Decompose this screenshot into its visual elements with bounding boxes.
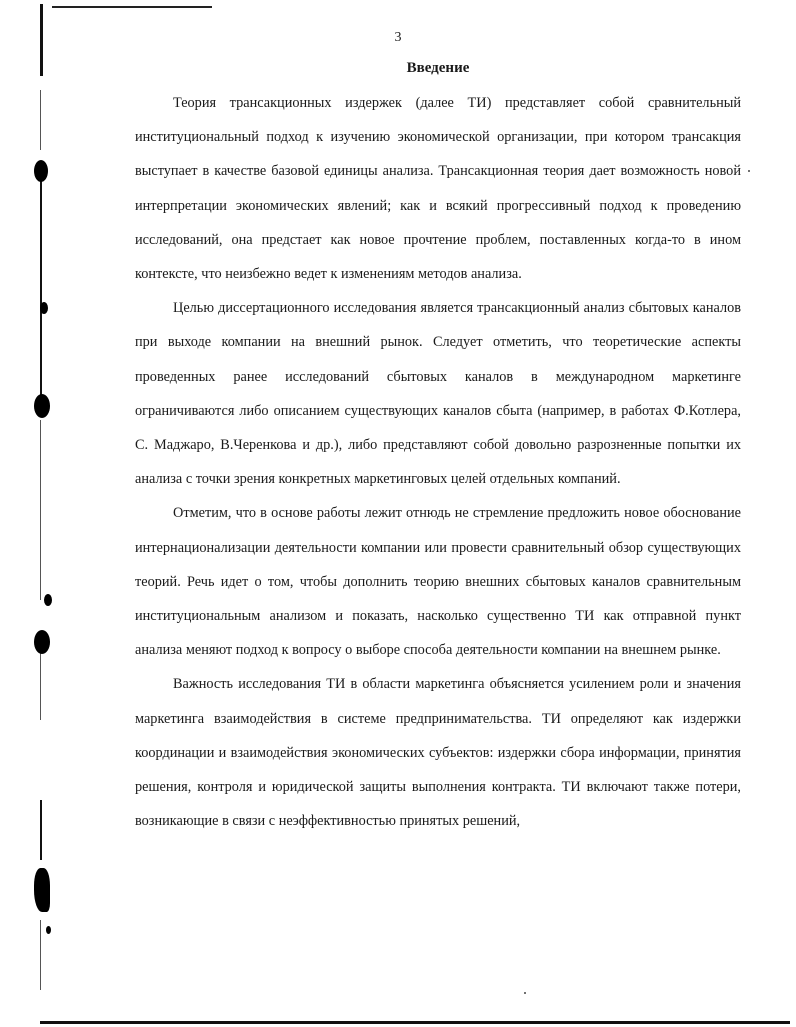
punch-hole-mark — [34, 868, 50, 912]
scan-speck — [748, 170, 750, 172]
scan-margin-line — [40, 920, 41, 990]
paragraph: Целью диссертационного исследования является трансакционный анализ сбытовых каналов при выходе компании на внешний рынок. Следует отметить, что теоретические аспекты проведенных ранее исследований сбытовых каналов в международном маркетинге ограничиваются либо описанием существующих каналов сбыта (например, в работах Ф.Котлера, С. Маджаро, В.Черенкова и др.), либо представляют собой довольно разрозненные попытки их анализа с точки зрения конкретных маркетинговых целей отдельных компаний. — [135, 300, 741, 488]
section-title: Введение — [406, 60, 470, 76]
scan-edge-top — [52, 6, 212, 8]
paragraph: Теория трансакционных издержек (далее ТИ) представляет собой сравнительный институциональный подход к изучению экономической организации, при котором трансакция выступает в качестве базовой единицы анализа. Трансакционная теория дает возможность новой интерпретации экономических явлений; как и всякий прогрессивный подход к проведению исследований, она предстает как новое прочтение проблем, поставленных когда-то в ином контексте, что неизбежно ведет к изменениям методов анализа. — [135, 95, 741, 283]
scan-margin-line — [40, 800, 42, 860]
scan-speck — [524, 992, 526, 994]
body-text — [135, 86, 741, 838]
scan-margin-line — [40, 90, 41, 150]
paragraph: Отметим, что в основе работы лежит отнюдь не стремление предложить новое обоснование интернационализации деятельности компании или провести сравнительный обзор существующих теорий. Речь идет о том, чтобы дополнить теорию внешних сбытовых каналов сравнительным институциональным анализом и показать, насколько существенно ТИ как отправной пункт анализа меняют подход к вопросу о выборе способа деятельности компании на внешнем рынке. — [135, 505, 741, 659]
punch-hole-mark — [34, 630, 50, 654]
scan-margin-line — [40, 170, 42, 400]
paragraph: Важность исследования ТИ в области маркетинга объясняется усилением роли и значения маркетинга взаимодействия в системе предпринимательства. ТИ определяют как издержки координации и взаимодействия экономических субъектов: издержки сбора информации, принятия решения, контроля и юридической защиты выполнения контракта. ТИ включают также потери, возникающие в связи с неэффективностью принятых решений, — [135, 676, 741, 830]
punch-hole-mark — [34, 394, 50, 418]
page-number: 3 — [394, 30, 402, 45]
scan-margin-line — [40, 420, 41, 600]
scan-edge-bottom — [40, 1021, 790, 1024]
punch-hole-mark — [40, 302, 48, 314]
punch-hole-mark — [46, 926, 51, 934]
punch-hole-mark — [34, 160, 48, 182]
punch-hole-mark — [44, 594, 52, 606]
